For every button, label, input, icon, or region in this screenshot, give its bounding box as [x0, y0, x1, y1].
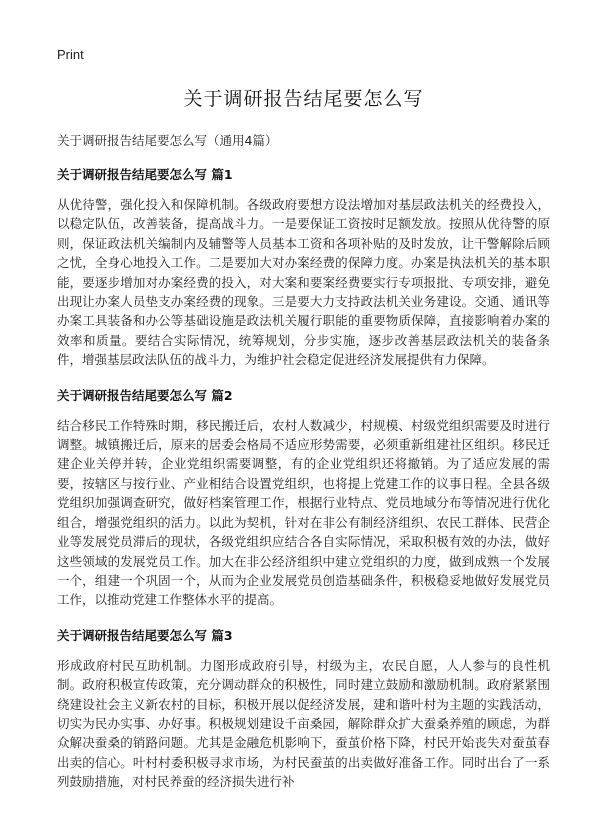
- section-2: [57, 386, 550, 610]
- section-1: [57, 165, 550, 370]
- document-subtitle: 关于调研报告结尾要怎么写（通用4篇）: [57, 133, 278, 148]
- section-body: 从优待警，强化投入和保障机制。各级政府要想方设法增加对基层政法机关的经费投入，以稳定队伍，改善装备，提高战斗力。一是要保证工资按时足额发放。按照从优待警的原则，保证政法机关编制内及辅警等人员基本工资和各项补贴的及时发放，让干警解除后顾之忧，全身心地投入工作。二是要加大对办案经费的保障力度。办案是执法机关的基本职能，要逐步增加对办案经费的投入，对大案和要案经费要实行专项报批、专项安排，避免出现让办案人员垫支办案经费的现象。三是要大力支持政法机关业务建设。交通、通讯等办案工具装备和办公等基础设施是政法机关履行职能的重要物质保障，直接影响着办案的效率和质量。要结合实际情况，统筹规划，分步实施，逐步改善基层政法机关的装备条件，增强基层政法队伍的战斗力，为维护社会稳定促进经济发展提供有力保障。: [57, 197, 550, 368]
- section-heading: 关于调研报告结尾要怎么写 篇3: [57, 627, 233, 643]
- document-title: 关于调研报告结尾要怎么写: [183, 88, 424, 110]
- section-heading: 关于调研报告结尾要怎么写 篇2: [57, 387, 233, 403]
- section-heading: 关于调研报告结尾要怎么写 篇1: [57, 167, 233, 182]
- section-3: [57, 626, 550, 792]
- section-body: 形成政府村民互助机制。力图形成政府引导，村级为主，农民自愿，人人参与的良性机制。政府积极宣传政策，充分调动群众的积极性，同时建立鼓励和激励机制。政府紧紧围绕建设社会主义新农村的目标，积极开展以促经济发展，建和谐叶村为主题的实践活动，切实为民办实事、办好事。积极规划建设千亩桑园，解除群众扩大蚕桑养殖的顾虑，为群众解决蚕桑的销路问题。尤其是金融危机影响下，蚕茧价格下降，村民开始丧失对蚕茧春出卖的信心。叶村村委积极寻求市场，为村民蚕茧的出卖做好准备工作。同时出台了一系列鼓励措施，对村民养蚕的经济损失进行补: [57, 657, 550, 790]
- section-body: 结合移民工作特殊时期，移民搬迁后，农村人数减少，村规模、村级党组织需要及时进行调整。城镇搬迁后，原来的居委会格局不适应形势需要，必须重新组建社区组织。移民迁建企业关停并转，企业党组织需要调整，有的企业党组织还将撤销。为了适应发展的需要，按辖区与按行业、产业相结合设置党组织，也将提上党建工作的议事日程。全县各级党组织加强调查研究，做好档案管理工作，根据行业特点、党员地域分布等情况进行优化组合，增强党组织的活力。以此为契机，针对在非公有制经济组织、农民工群体、民营企业等发展党员滞后的现状，各级党组织应结合各自实际情况，采取积极有效的办法，做好这些领域的发展党员工作。加大在非公经济组织中建立党组织的力度，做到成熟一个发展一个，组建一个巩固一个，从而为企业发展党员创造基础条件，积极稳妥地做好发展党员工作，以推动党建工作整体水平的提高。: [57, 417, 550, 608]
- print-link[interactable]: Print: [57, 47, 84, 62]
